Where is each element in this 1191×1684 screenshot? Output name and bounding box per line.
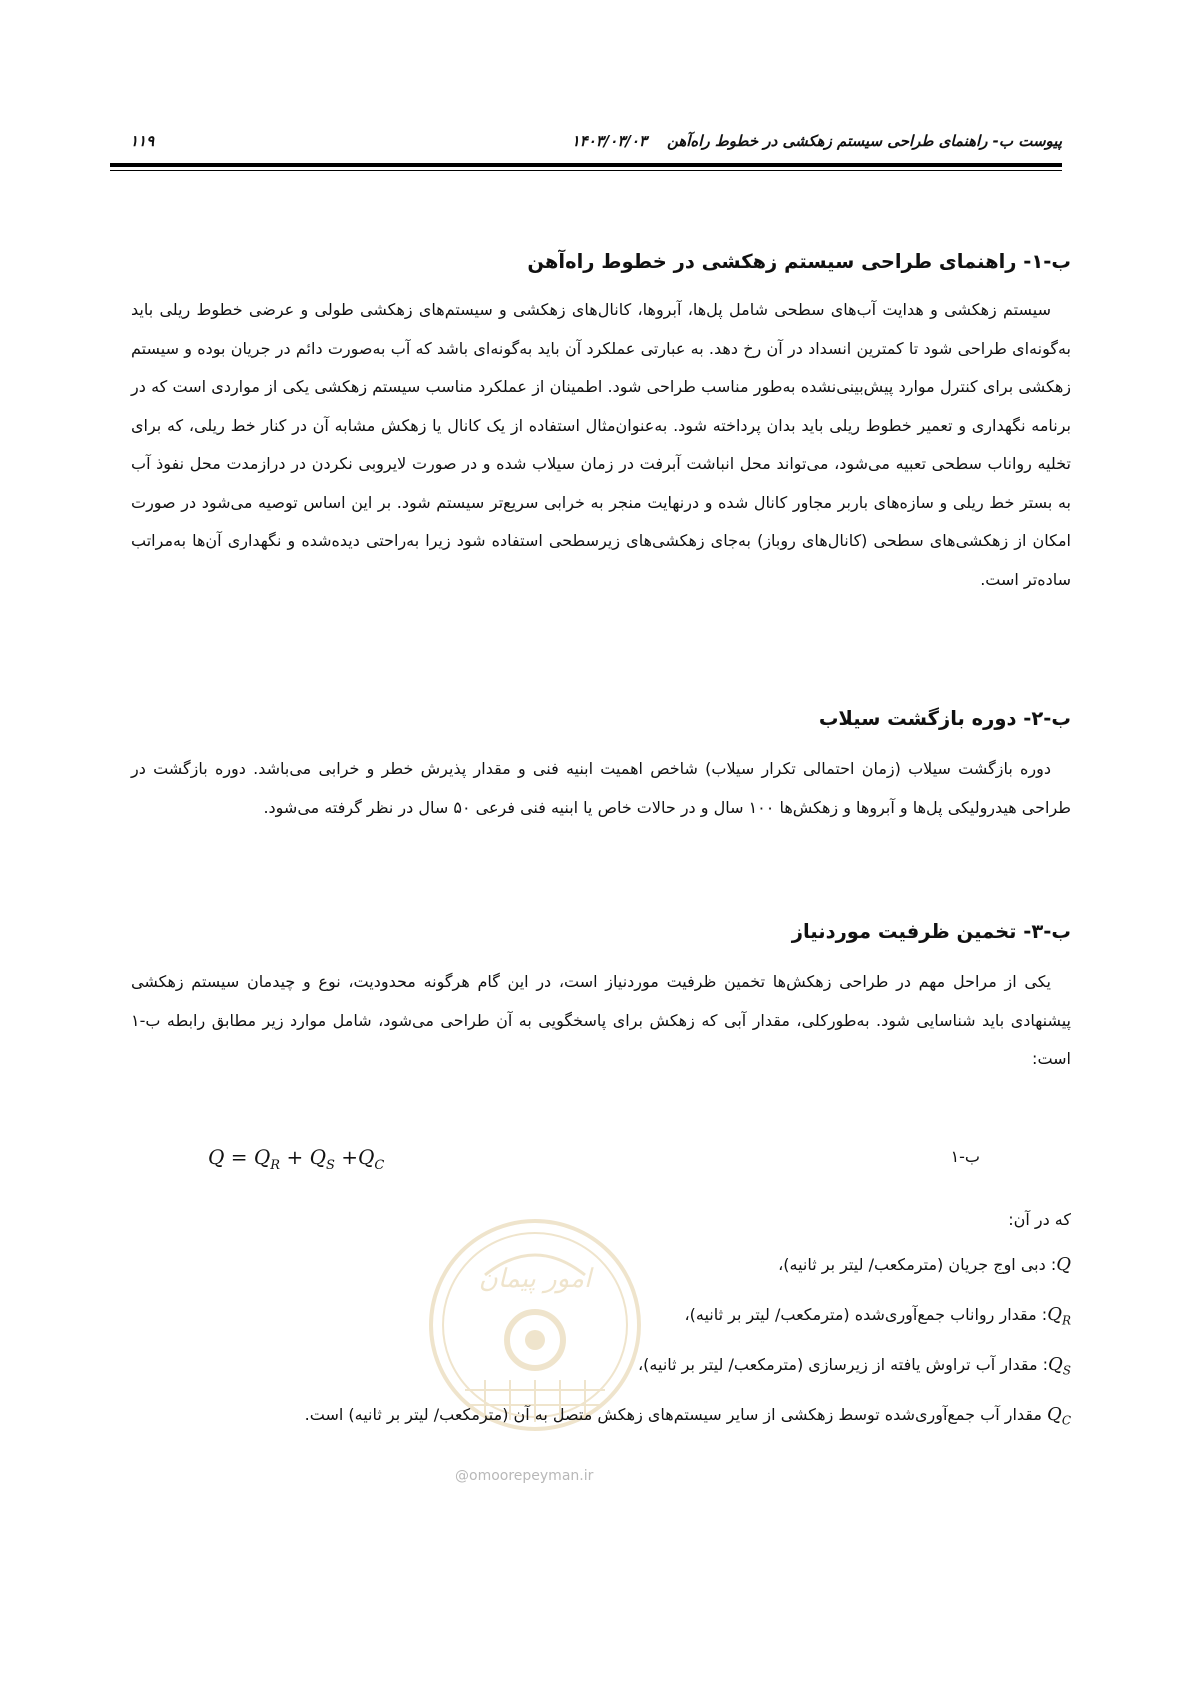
- header-date: ۱۴۰۳/۰۳/۰۳: [571, 132, 647, 150]
- section-paragraph-3: یکی از مراحل مهم در طراحی زهکش‌ها تخمین ظرفیت موردنیاز است، در این گام هرگونه محدودیت، نوع و چیدمان سیستم زهکشی پیشنهادی باید شناسایی شود. به‌طورکلی، مقدار آبی که زهکش برای پاسخگویی به آن طراحی می‌شود، شامل موارد زیر مطابق رابطه ب-۱ است:: [131, 972, 1071, 1068]
- definition-q: [131, 1243, 1071, 1293]
- symbol-qs: $Q_S$: [1048, 1353, 1071, 1378]
- eq-term-r: $Q_R$: [253, 1145, 281, 1173]
- equation-b1: [150, 1145, 1040, 1185]
- eq-term-c: $Q_C$: [358, 1145, 385, 1173]
- section-paragraph-2: دوره بازگشت سیلاب (زمان احتمالی تکرار سیلاب) شاخص اهمیت ابنیه فنی و مقدار پذیرش خطر و خرابی می‌باشد. دوره بازگشت در طراحی هیدرولیکی پل‌ها و آبروها و زهکش‌ها ۱۰۰ سال و در حالات خاص یا ابنیه فنی فرعی ۵۰ سال در نظر گرفته می‌شود.: [131, 759, 1071, 817]
- eq-plus-2: +: [341, 1145, 359, 1169]
- section-heading-1: ب-۱- راهنمای طراحی سیستم زهکشی در خطوط راه‌آهن: [527, 250, 1071, 273]
- definition-qr-text: : مقدار رواناب جمع‌آوری‌شده (مترمکعب/ لیتر بر ثانیه)،: [684, 1304, 1048, 1324]
- section-paragraph-1: سیستم زهکشی و هدایت آب‌های سطحی شامل پل‌ها، آبروها، کانال‌های زهکشی و سیستم‌های زهکشی طولی و عرضی خطوط ریلی باید به‌گونه‌ای طراحی شود تا کمترین انسداد در آن رخ دهد. به عبارتی عملکرد آن باید به‌گونه‌ای باشد که آب به‌صورت دائم در جریان بوده و سیستم زهکشی برای کنترل موارد پیش‌بینی‌نشده به‌طور مناسب طراحی شود. اطمینان از عملکرد مناسب سیستم زهکشی یکی از مواردی است که در برنامه نگهداری و تعمیر خطوط ریلی باید بدان پرداخته شود. به‌عنوان‌مثال استفاده از یک کانال یا زهکش مشابه آن در کنار خط ریلی، که برای تخلیه رواناب سطحی تعبیه می‌شود، می‌تواند محل انباشت آبرفت در زمان سیلاب شده و در صورت لایروبی نکردن در درازمدت محل نفوذ آب به بستر خط ریلی و سازه‌های باربر مجاور کانال شده و درنهایت منجر به خرابی سریع‌تر سیستم شود. بر این اساس توصیه می‌شود در صورت امکان از زهکشی‌های سطحی (کانال‌های روباز) به‌جای زهکشی‌های زیرسطحی استفاده شود زیرا به‌راحتی دیده‌شده و نگهداری آن‌ها به‌مراتب ساده‌تر است.: [131, 300, 1071, 589]
- eq-plus-1: +: [286, 1145, 304, 1169]
- section-heading-2: ب-۲- دوره بازگشت سیلاب: [818, 707, 1071, 730]
- page-header: [110, 132, 1062, 154]
- watermark-logo-text: امور پیمان: [478, 1264, 592, 1294]
- definition-qs-text: : مقدار آب تراوش یافته از زیرسازی (مترمکعب/ لیتر بر ثانیه)،: [638, 1354, 1048, 1374]
- variable-definitions: [131, 1198, 1071, 1443]
- symbol-qc: $Q_C$: [1047, 1403, 1071, 1428]
- symbol-qr: $Q_R$: [1047, 1303, 1071, 1328]
- definition-q-text: : دبی اوج جریان (مترمکعب/ لیتر بر ثانیه)،: [778, 1254, 1057, 1274]
- eq-equals: =: [230, 1145, 248, 1169]
- page-number: ۱۱۹: [130, 132, 155, 150]
- header-rule-thin: [110, 170, 1062, 171]
- eq-term-s: $Q_S$: [309, 1145, 335, 1173]
- symbol-q: Q: [1056, 1253, 1071, 1275]
- definition-qc-text: مقدار آب جمع‌آوری‌شده توسط زهکشی از سایر سیستم‌های زهکش متصل به آن (مترمکعب/ لیتر بر ثانیه) است.: [304, 1404, 1048, 1424]
- definitions-intro: که در آن:: [1008, 1210, 1071, 1229]
- definition-qc: [131, 1393, 1071, 1443]
- section-heading-3: ب-۳- تخمین ظرفیت موردنیاز: [791, 920, 1071, 943]
- definition-qs: [131, 1343, 1071, 1393]
- watermark-url: @omoorepeyman.ir: [455, 1468, 594, 1484]
- eq-lhs: Q: [208, 1145, 225, 1169]
- equation-number: ب-۱: [950, 1147, 980, 1166]
- equation-formula: [208, 1145, 384, 1173]
- header-title: پیوست ب- راهنمای طراحی سیستم زهکشی در خطوط راه‌آهن: [666, 132, 1062, 150]
- header-rule-thick: [110, 163, 1062, 167]
- definition-qr: [131, 1293, 1071, 1343]
